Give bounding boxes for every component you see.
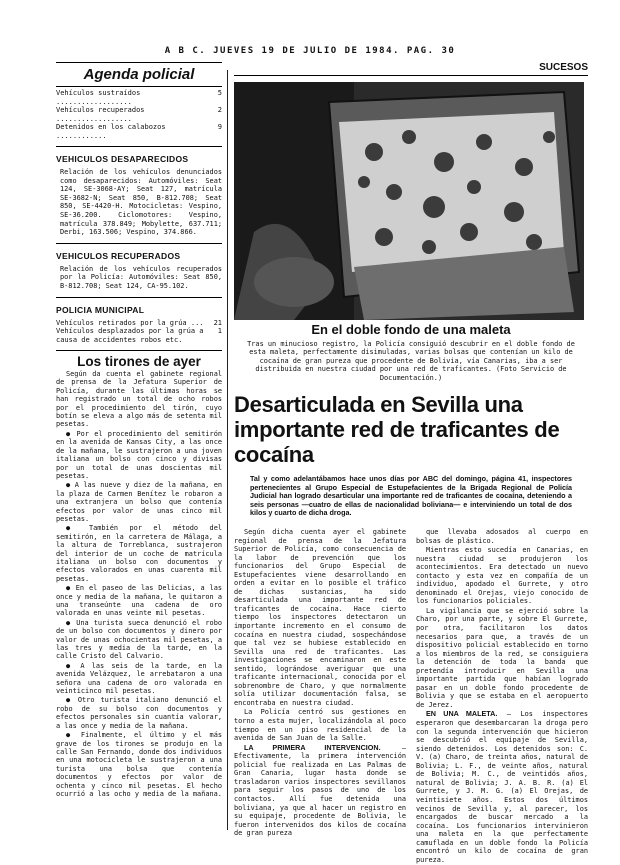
paragraph: ● También por el método del semitirón, en la carretera de Málaga, a la altura de Torreblanca, sustrajeron del interior de un coche de matrícula italiana un bolso con documentos y efectos valorados en unas cuarenta mil pesetas. [56, 524, 222, 583]
stat-row [56, 106, 222, 123]
desaparecidos-heading: VEHICULOS DESAPARECIDOS [56, 154, 189, 164]
article-headline: Desarticulada en Sevilla una importante red de traficantes de cocaína [234, 392, 560, 468]
paragraph: ● Una turista sueca denunció el robo de un bolso con documentos y dinero por valor de unas ochocientas mil pesetas, a las tres y media de la tarde, en la calle Cristo del Calvario. [56, 618, 222, 661]
photo-caption: Tras un minucioso registro, la Policía consiguió descubrir en el doble fondo de esta maleta, perfectamente disimuladas, varias bolsas que contenían un kilo de cocaína de gran pureza que procedente de Bolivia, vía Canarias, iba a ser distribuida en nuestra ciudad por una red de traficantes. (Foto Servicio de Documentación.) [247, 340, 575, 382]
tirones-title: Los tirones de ayer [77, 354, 201, 370]
paragraph: que llevaba adosados al cuerpo en bolsas de plástico. [416, 528, 588, 545]
agenda-stats [56, 89, 222, 140]
paragraph: Mientras esto sucedía en Canarias, en nuestra ciudad se produjeron los acontecimientos. Era detectado un nuevo contacto y esta vez en compañía de un individuo, apodado el Gurrete, y otro denominado el Orejas, viejo conocido de los funcionarios policiales. [416, 546, 588, 606]
recuperados-body: Relación de los vehículos recuperados por la Policía: Automóviles: Seat 850, B-812.708; Seat 124, CA-95.102. [60, 264, 222, 290]
stat-value: 5 [217, 89, 222, 97]
stat-value: 1 [217, 327, 222, 336]
divider [56, 243, 222, 244]
stat-label: Vehículos retirados por la grúa ... [56, 318, 204, 327]
left-column [56, 62, 222, 799]
paragraph: ● Finalmente, el último y el más grave de los tirones se produjo en la calle San Fernando, donde dos individuos en una motocicleta le sustrajeron a una turista una bolsa que contenía documentos y efectos por valor de ochenta y cinco mil pesetas. El hecho ocurrió a las ocho y media de la mañana. [56, 731, 222, 798]
main-article [234, 62, 588, 865]
column-divider [227, 70, 228, 830]
divider [56, 350, 222, 351]
stat-label: Vehículos sustraídos .................. [56, 89, 141, 106]
tirones-body [56, 370, 222, 798]
paragraph: La vigilancia que se ejerció sobre la Charo, por una parte, y sobre El Gurrete, por otra, facilitaron los datos necesarios para que, a través de un dispositivo policial establecido en torno a los miembros de la red, se consiguiera la detención de toda la banda que pretendía introducir en Sevilla una importante partida que habían logrado pasar en un doble fondo procedente de Bolivia y que se estaba en el aeropuerto de Jerez. [416, 606, 588, 709]
municipal-heading: POLICIA MUNICIPAL [56, 304, 145, 315]
stat-label: Vehículos desplazados por la grúa a causa de accidentes robos etc. [56, 327, 204, 344]
paragraph: ● A las seis de la tarde, en la avenida Velázquez, le arrebataron a una señora una cadena de oro valorada en veinticinco mil pesetas. [56, 661, 222, 696]
stat-row [56, 89, 222, 106]
paragraph: ● Otro turista italiano denunció el robo de su bolso con documentos y efectos personales sin cuantía valorar, a las once y media de la mañana. [56, 696, 222, 730]
subheading: LA PRIMERA INTERVENCION. [244, 742, 381, 752]
paragraph: ● Por el procedimiento del semitirón en la avenida de Kansas City, a las once de la mañana, le sustrajeron a una joven italiana un bolso con cinco y divisas por un total de unas doscientas mil pesetas. [56, 429, 222, 480]
stat-value: 2 [217, 106, 222, 114]
subheading: EN UNA MALETA. [426, 709, 498, 719]
paragraph: Según da cuenta el gabinete regional de prensa de la Jefatura Superior de Policía, durante las últimas horas se han registrado un total de ocho robos por el procedimiento del tirón, cuyo botín se eleva a algo más de setenta mil pesetas. [56, 370, 222, 429]
article-lead: Tal y como adelantábamos hace unos días por ABC del domingo, página 41, inspectores pertenecientes al Grupo Especial de Estupefacientes de la Brigada Regional de Policía Judicial han logrado desarticular una importante red de traficantes de cocaína, deteniendo a seis personas —cuatro de ellas de nacionalidad boliviana— e interviniendo un total de dos kilos y cuarto de dicha droga. [250, 474, 572, 518]
subheading-text: — Los inspectores esperaron que desembarcaran la droga pero con la segunda intervención que hicieron se descubrió el equipaje de Sevilla, siendo detenidos. Los detenidos son: C. V. (a) Charo, de treinta años, natural de Bolivia; L. F., de veinte años, natural de Bolivia; M. C., de veintidós años, natural de Bolivia; J. A. B. R. (a) El Gurrete, y J. M. G. (a) El Orejas, de veintisiete años. Estos dos últimos vecinos de Sevilla y, al parecer, los encargados de buscar mercado a la cocaína. Los funcionarios intervinieron una maleta en la que perfectamente camuflada en un doble fondo la Policía encontró un kilo de cocaína de gran pureza. [416, 710, 588, 864]
paragraph: ● En el paseo de las Delicias, a las once y media de la mañana, le quitaron a una transeúnte una cadena de oro valorada en unas veinte mil pesetas. [56, 584, 222, 618]
paragraph: ● A las nueve y diez de la mañana, en la plaza de Carmen Benítez le robaron a una extranjera un bolso que contenía efectos por valor de unas cinco mil pesetas. [56, 481, 222, 523]
stat-row [56, 327, 222, 344]
stat-label: Detenidos en los calabozos ............ [56, 123, 166, 140]
article-column-1 [234, 528, 406, 865]
section-tag: SUCESOS [234, 62, 588, 76]
paragraph [234, 744, 406, 838]
stat-value: 21 [213, 318, 222, 327]
page-header: A B C. JUEVES 19 DE JULIO DE 1984. PAG. 30 [164, 46, 456, 56]
article-columns [234, 528, 588, 865]
agenda-box [56, 62, 222, 87]
paragraph: La Policía centró sus gestiones en torno a esta mujer, localizándola al poco tiempo en un piso residencial de la avenida de San Juan de la Salle. [234, 708, 406, 743]
desaparecidos-body: Relación de los vehículos denunciados como desaparecidos: Automóviles: Seat 124, SE-3068-AY; Seat 127, matrícula SE-3682-N; Seat 850, B-812.708; Seat 850, SE-4420-H. Motocicletas: Vespino, SE-36.200. Ciclomotores: Vespino, matrícula 378.849; Mobylette, 637.711; Derbi, 163.506; Vespino, 374.866. [60, 168, 222, 237]
suitcase-photo-illustration [234, 82, 584, 320]
news-photo [234, 82, 584, 320]
recuperados-heading: VEHICULOS RECUPERADOS [56, 250, 181, 261]
paragraph: Según dicha cuenta ayer el gabinete regional de prensa de la Jefatura Superior de Policía, como consecuencia de la labor de prevención que los funcionarios del Grupo Especial de Estupefacientes viene desarrollando en orden a evitar en lo posible el tráfico de dichas sustancias, ha sido desarticulada una importante red de traficantes de cocaína. Hace cierto tiempo los inspectores detectaron un importante incremento en el consumo de cocaína en nuestra ciudad, sospechándose que tal vez se hubiese establecido en Sevilla una red de traficantes. Las investigaciones se encaminaron en este sentido, lográndose averiguar que una traficante internacional, conocida por el sobrenombre de Charo, y que normalmente solía utilizar documentación falsa, se encontraba en nuestra ciudad. [234, 528, 406, 707]
agenda-title: Agenda policial [83, 66, 195, 83]
photo-caption-title: En el doble fondo de una maleta [311, 322, 511, 337]
stat-value: 9 [217, 123, 222, 131]
stat-row [56, 319, 222, 328]
subheading-text: — Efectivamente, la primera intervención policial fue realizada en Las Palmas de Gran Canaria, lugar hasta donde se trasladaron varios inspectores sevillanos para seguir los pasos de uno de los contactos. Allí fue detenida una boliviana, ya que al hacer un registro en su equipaje, procedente de Bolivia, le fueron intervenidos dos kilos de cocaína de gran pureza [234, 743, 406, 838]
stat-row [56, 123, 222, 140]
divider [56, 146, 222, 147]
article-column-2 [416, 528, 588, 865]
divider [56, 297, 222, 298]
paragraph [416, 710, 588, 864]
stat-label: Vehículos recuperados .................. [56, 106, 145, 123]
